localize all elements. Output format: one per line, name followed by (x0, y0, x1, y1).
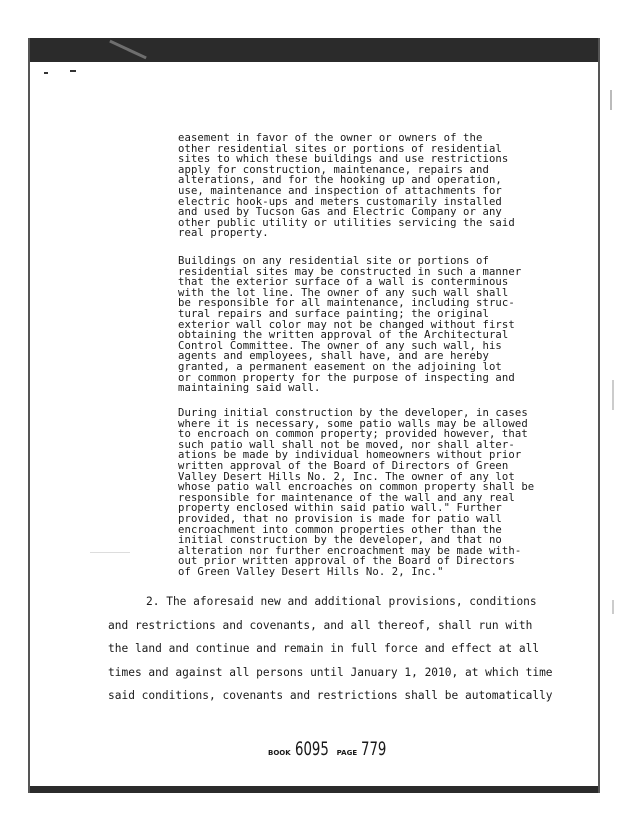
text-line: and restrictions and covenants, and all thereof, shall run with (108, 618, 533, 632)
scan-speck (612, 380, 614, 410)
text-line: Control Committee. The owner of any such wall, his (178, 339, 502, 352)
text-line: agents and employees, shall have, and are hereby (178, 350, 489, 363)
text-line: residential sites may be constructed in such a manner (178, 265, 522, 278)
quoted-paragraph-walls (178, 256, 538, 394)
text-line: initial construction by the developer, and that no (178, 534, 502, 547)
text-line: easement in favor of the owner or owners of the (178, 132, 483, 144)
text-line: apply for construction, maintenance, repairs and (178, 163, 489, 176)
scan-speck (610, 90, 612, 110)
text-line: to encroach on common property; provided however, that (178, 428, 528, 441)
section-2-paragraph (108, 590, 553, 708)
text-line: granted, a permanent easement on the adjoining lot (178, 360, 502, 373)
text-line: use, maintenance and inspection of attachments for (178, 184, 502, 197)
quoted-paragraph-easement (178, 133, 538, 239)
book-number: 6095 (294, 738, 329, 760)
text-line: sites to which these buildings and use restrictions (178, 153, 509, 166)
text-line: alterations, and for the hooking up and operation, (178, 174, 502, 187)
scan-top-border (28, 38, 600, 62)
quoted-paragraph-patio-walls (178, 408, 538, 578)
text-line: Valley Desert Hills No. 2, Inc. The owner of any lot (178, 470, 515, 483)
text-line: encroachment into common properties other than the (178, 523, 502, 536)
text-line: During initial construction by the developer, in cases (178, 407, 528, 419)
text-line: whose patio wall encroaches on common property shall be (178, 481, 535, 494)
text-line: Buildings on any residential site or portions of (178, 255, 489, 267)
text-line: out prior written approval of the Board of Directors (178, 555, 515, 568)
scan-left-border (28, 38, 30, 793)
text-line: ations be made by individual homeowners without prior (178, 449, 522, 462)
text-line: responsible for maintenance of the wall and any real (178, 491, 515, 504)
page-label: PAGE (336, 749, 358, 757)
text-line: times and against all persons until January 1, 2010, at which time (108, 665, 553, 679)
text-line: exterior wall color may not be changed without first (178, 318, 515, 331)
scan-speck (90, 552, 130, 553)
page-number: 779 (361, 738, 387, 760)
text-line: tural repairs and surface painting; the original (178, 307, 489, 320)
text-line: of Green Valley Desert Hills No. 2, Inc." (178, 565, 444, 578)
text-line: or common property for the purpose of inspecting and (178, 371, 515, 384)
text-line: where it is necessary, some patio walls may be allowed (178, 417, 528, 430)
text-line: obtaining the written approval of the Architectural (178, 329, 509, 342)
text-line: alteration nor further encroachment may be made with- (178, 544, 522, 557)
scan-speck (612, 600, 614, 614)
text-line: electric hook-ups and meters customarily installed (178, 195, 502, 208)
text-line: that the exterior surface of a wall is conterminous (178, 276, 509, 289)
text-line: with the lot line. The owner of any such wall shall (178, 286, 509, 299)
text-line: other public utility or utilities servicing the said (178, 216, 515, 229)
scan-speck (70, 70, 76, 72)
text-line: real property. (178, 227, 269, 240)
text-line: the land and continue and remain in full force and effect at all (108, 642, 540, 656)
text-line: be responsible for all maintenance, including struc- (178, 297, 515, 310)
scan-speck (44, 72, 48, 74)
text-line: property enclosed within said patio wall." Further (178, 502, 502, 515)
text-line: written approval of the Board of Directors of Green (178, 459, 509, 472)
text-line: and used by Tucson Gas and Electric Company or any (178, 206, 502, 219)
book-page-stamp (268, 738, 399, 760)
text-line: other residential sites or portions of residential (178, 142, 502, 155)
text-line: provided, that no provision is made for patio wall (178, 512, 502, 525)
text-line: maintaining said wall. (178, 382, 321, 395)
text-line: said conditions, covenants and restrictions shall be automatically (108, 689, 553, 703)
text-line: 2. The aforesaid new and additional provisions, conditions (146, 595, 537, 608)
book-label: BOOK (268, 749, 291, 757)
scan-bottom-border (28, 786, 600, 793)
scan-right-border (598, 38, 600, 793)
text-line: such patio wall shall not be moved, nor shall alter- (178, 438, 515, 451)
